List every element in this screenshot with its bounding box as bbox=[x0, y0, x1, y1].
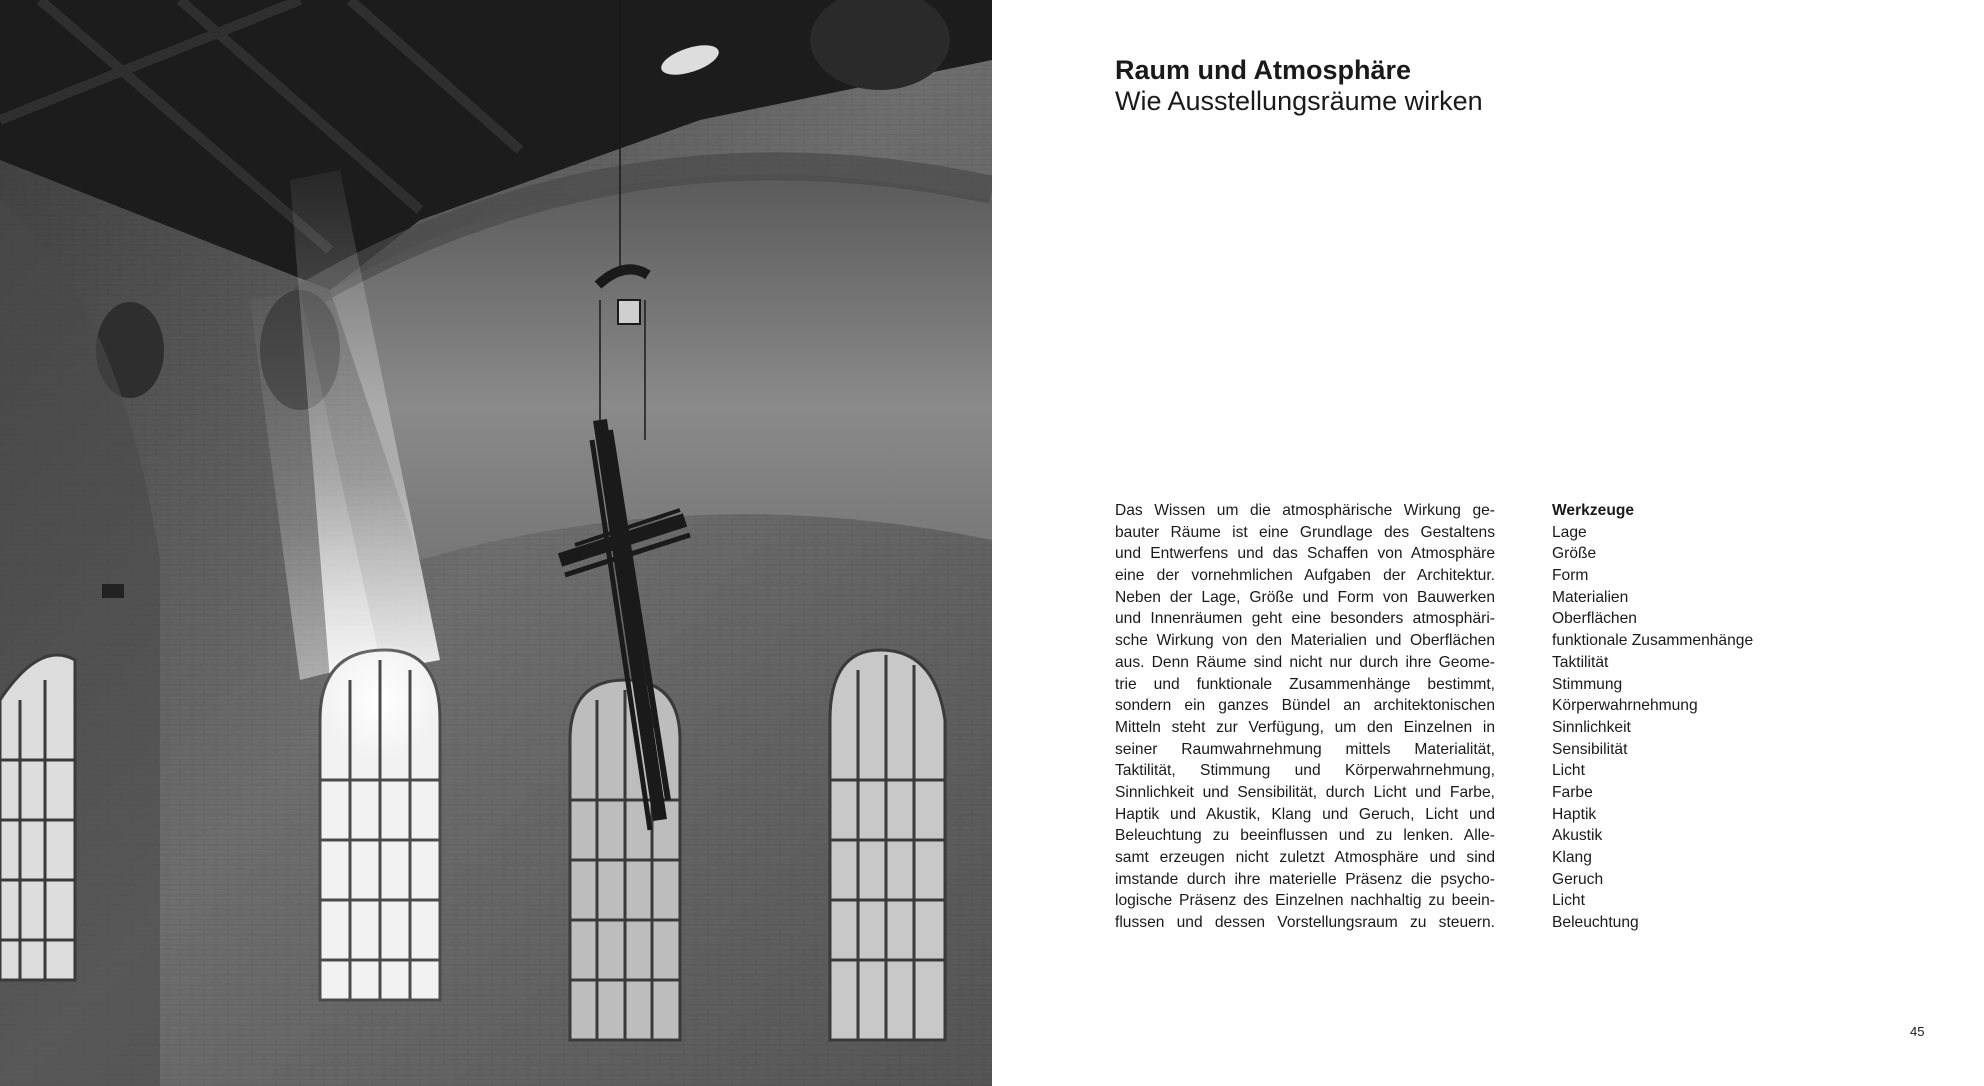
body-line: aus. Denn Räume sind nicht nur durch ihre Geome- bbox=[1115, 653, 1495, 671]
wall-lamp bbox=[102, 584, 124, 598]
window-right bbox=[830, 650, 945, 1040]
body-line: bauter Räume ist eine Grundlage des Gestaltens bbox=[1115, 523, 1495, 541]
tools-item: Akustik bbox=[1552, 827, 1603, 845]
body-line: logische Präsenz des Einzelnen nachhaltig zu beein- bbox=[1115, 892, 1495, 910]
body-line: samt erzeugen nicht zuletzt Atmosphäre und sind bbox=[1115, 849, 1495, 866]
body-line: Haptik und Akustik, Klang und Geruch, Licht und bbox=[1115, 805, 1495, 823]
page-number: 45 bbox=[1910, 1024, 1925, 1039]
body-line: sondern ein ganzes Bündel an architektonischen bbox=[1115, 697, 1495, 715]
window-bright bbox=[320, 640, 440, 1000]
window-left bbox=[0, 655, 75, 980]
tools-item: Taktilität bbox=[1552, 653, 1609, 671]
body-line: sche Wirkung von den Materialien und Oberflächen bbox=[1115, 632, 1495, 650]
tools-item: Farbe bbox=[1552, 783, 1593, 801]
tools-item: Stimmung bbox=[1552, 675, 1623, 693]
tools-item: Oberflächen bbox=[1552, 610, 1637, 628]
page-subtitle: Wie Ausstellungsräume wirken bbox=[1115, 86, 1483, 116]
page-title: Raum und Atmosphäre bbox=[1115, 55, 1412, 85]
body-line: Taktilität, Stimmung und Körperwahrnehmung, bbox=[1115, 762, 1495, 780]
tools-item: Sensibilität bbox=[1552, 740, 1628, 758]
tools-item: Klang bbox=[1552, 849, 1592, 866]
body-line: Neben der Lage, Größe und Form von Bauwerken bbox=[1115, 588, 1495, 606]
body-line: Sinnlichkeit und Sensibilität, durch Licht und Farbe, bbox=[1115, 783, 1495, 801]
body-line: imstande durch ihre materielle Präsenz die psycho- bbox=[1115, 870, 1495, 888]
tools-item: Lage bbox=[1552, 523, 1587, 541]
tools-heading: Werkzeuge bbox=[1552, 502, 1635, 519]
body-line: und Entwerfens und das Schaffen von Atmosphäre bbox=[1115, 545, 1495, 563]
tools-item: Materialien bbox=[1552, 588, 1629, 606]
tools-item: Haptik bbox=[1552, 805, 1597, 823]
tools-item: Licht bbox=[1552, 892, 1585, 910]
text-page bbox=[992, 0, 1984, 1086]
body-line: trie und funktionale Zusammenhänge bestimmt, bbox=[1115, 675, 1495, 693]
body-line: Mitteln steht zur Verfügung, um den Einzelnen in bbox=[1115, 718, 1495, 736]
tools-item: Form bbox=[1552, 567, 1589, 585]
tools-item: funktionale Zusammenhänge bbox=[1552, 632, 1754, 650]
tools-item: Beleuchtung bbox=[1552, 914, 1639, 932]
body-line: eine der vornehmlichen Aufgaben der Architektur. bbox=[1115, 567, 1495, 585]
body-paragraph bbox=[1115, 500, 1495, 934]
body-line: Das Wissen um die atmosphärische Wirkung ge- bbox=[1115, 502, 1495, 519]
tools-item: Licht bbox=[1552, 762, 1585, 780]
tools-item: Größe bbox=[1552, 545, 1597, 563]
body-line: Beleuchtung zu beeinflussen und zu lenken. Alle- bbox=[1115, 827, 1495, 845]
tools-item: Sinnlichkeit bbox=[1552, 718, 1631, 736]
tools-list bbox=[1552, 500, 1753, 934]
body-line: und Innenräumen geht eine besonders atmosphäri- bbox=[1115, 610, 1495, 628]
body-line: seiner Raumwahrnehmung mittels Materialität, bbox=[1115, 740, 1495, 758]
tools-item: Geruch bbox=[1552, 870, 1604, 888]
body-line: flussen und dessen Vorstellungsraum zu steuern. bbox=[1115, 914, 1495, 932]
tools-item: Körperwahrnehmung bbox=[1552, 697, 1698, 715]
window-center bbox=[570, 680, 680, 1040]
